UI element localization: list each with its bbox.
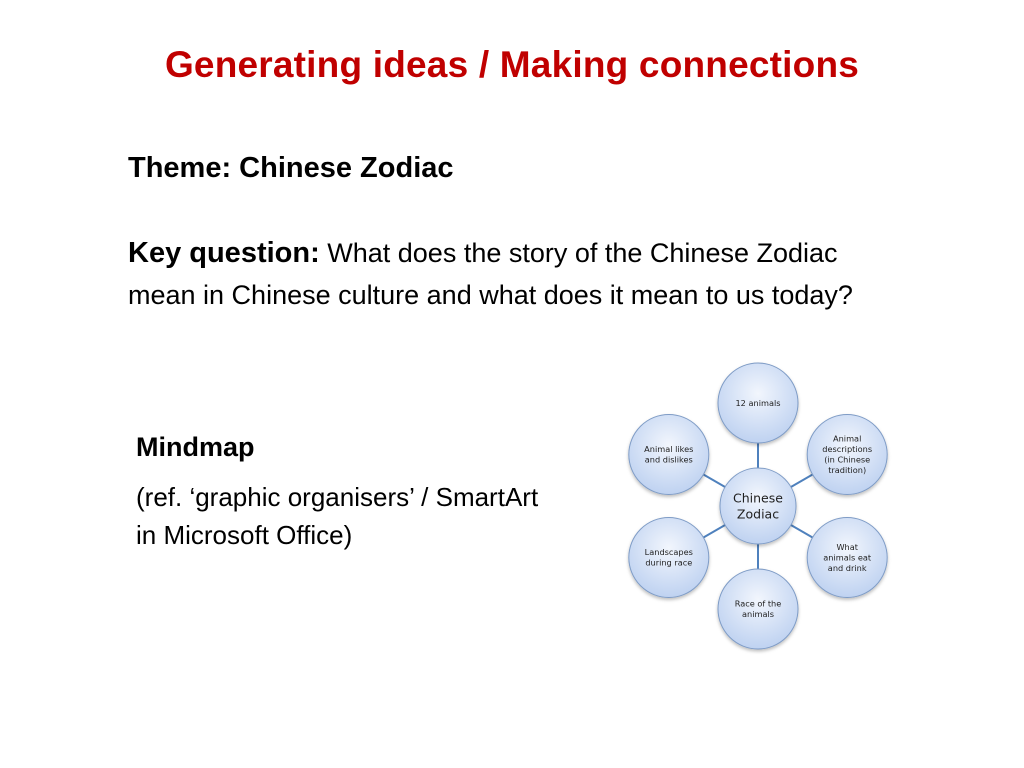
connector-animal-descriptions bbox=[791, 475, 813, 488]
connector-landscapes bbox=[703, 525, 725, 538]
node-12-animals-label: 12 animals bbox=[735, 397, 781, 408]
key-question-label: Key question: bbox=[128, 237, 320, 269]
node-landscapes-label: Landscapes during race bbox=[644, 547, 693, 568]
node-animal-descriptions-label: Animal descriptions (in Chinese tradition) bbox=[822, 433, 873, 476]
node-animal-likes-label: Animal likes and dislikes bbox=[644, 444, 694, 465]
slide-title: Generating ideas / Making connections bbox=[164, 44, 860, 85]
mindmap-reference-note: (ref. ‘graphic organisers’ / SmartArt in Microsoft Office) bbox=[136, 482, 539, 550]
connector-what-animals-eat bbox=[791, 525, 813, 538]
node-center-label: Chinese Zodiac bbox=[733, 490, 783, 522]
theme-heading: Theme: Chinese Zodiac bbox=[128, 152, 454, 184]
node-what-animals-eat-label: What animals eat and drink bbox=[823, 541, 872, 573]
node-race-of-animals-label: Race of the animals bbox=[734, 598, 782, 620]
connector-animal-likes bbox=[703, 475, 725, 488]
key-question-text: What does the story of the Chinese Zodiac mean in Chinese culture and what does it mean to us today? bbox=[128, 238, 853, 310]
mindmap-heading: Mindmap bbox=[136, 432, 255, 462]
